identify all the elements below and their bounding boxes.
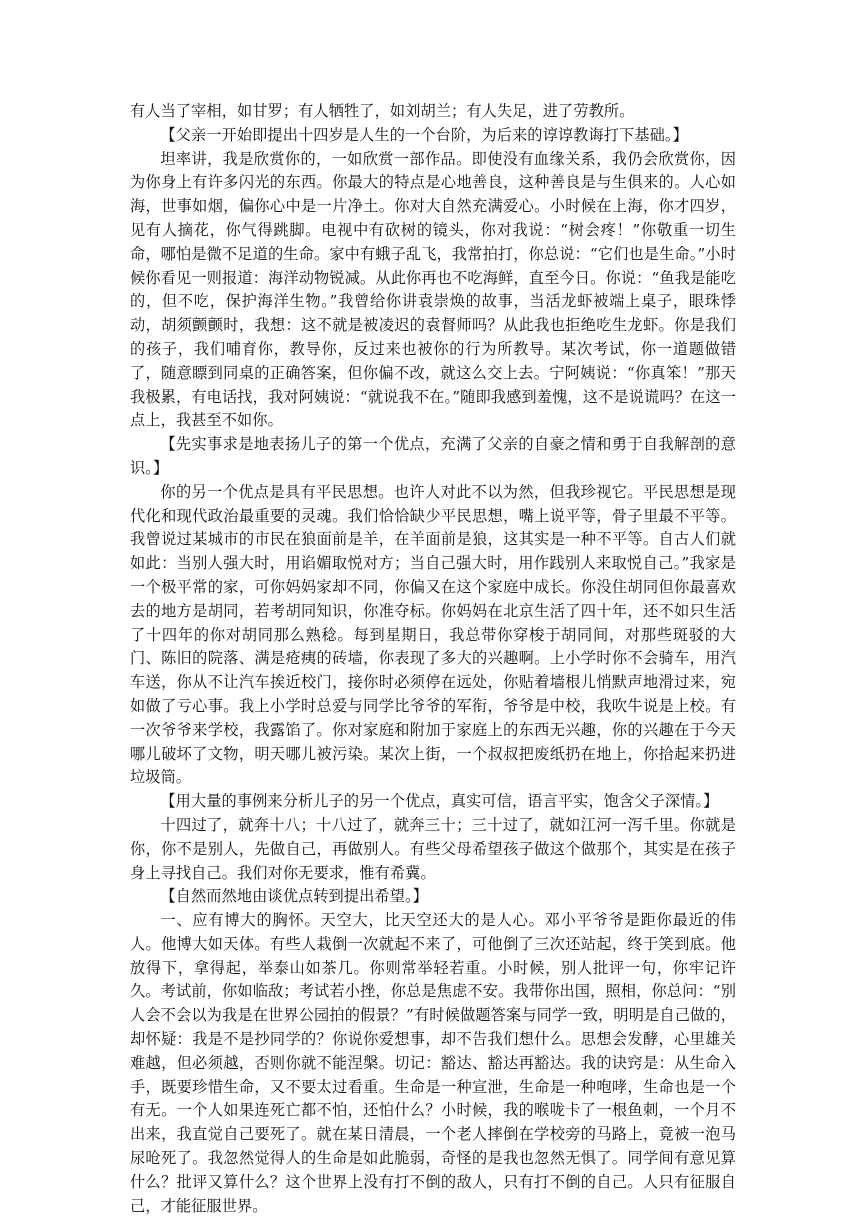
paragraph-5: 一、应有博大的胸怀。天空大，比天空还大的是人心。邓小平爷爷是距你最近的伟人。他博大如天体。有些人栽倒一次就起不来了，可他倒了三次还站起，终于笑到底。他放得下，拿得起，举泰山如茶几。你则常举轻若重。小时候，别人批评一句，你牢记许久。考试前，你如临敌；考试若小挫，你总是焦虑不安。我带你出国，照相，你总问：“别人会不会以为我是在世界公园拍的假景？”有时候做题答案与同学一致，明明是自己做的，却怀疑：我是不是抄同学的？你说你爱想事，却不告我们想什么。思想会发酵，心里雄关难越，但必须越，否则你就不能涅槃。切记：豁达、豁达再豁达。我的诀窍是：从生命入手，既要珍惜生命，又不要太过看重。生命是一种宣泄，生命是一种咆哮，生命也是一个有无。一个人如果连死亡都不怕，还怕什么？小时候，我的喉咙卡了一根鱼刺，一个月不出来，我直觉自己要死了。就在某日清晨，一个老人摔倒在学校旁的马路上，竟被一泡马尿呛死了。我忽然觉得人的生命是如此脆弱，奇怪的是我也忽然无惧了。同学间有意见算什么？批评又算什么？这个世界上没有打不倒的敌人，只有打不倒的自己。人只有征服自己，才能征服世界。 bbox=[130, 911, 736, 1215]
annotation-3: 【用大量的事例来分析儿子的另一个优点，真实可信，语言平实，饱含父子深情。】 bbox=[160, 792, 719, 811]
annotation-4: 【自然而然地由谈优点转到提出希望。】 bbox=[160, 887, 428, 906]
annotation-2: 【先实事求是地表扬儿子的第一个优点，充满了父亲的自豪之情和勇于自我解剖的意识。】 bbox=[130, 435, 736, 477]
paragraph-1: 有人当了宰相，如甘罗；有人牺牲了，如刘胡兰；有人失足，进了劳教所。 bbox=[130, 102, 635, 120]
annotation-1: 【父亲一开始即提出十四岁是人生的一个台阶，为后来的谆谆教诲打下基础。】 bbox=[160, 125, 688, 144]
paragraph-3: 你的另一个优点是具有平民思想。也许人对此不以为然，但我珍视它。平民思想是现代化和现代政治最重要的灵魂。我们恰恰缺少平民思想，嘴上说平等，骨子里最不平等。我曾说过某城市的市民在狼面前是羊，在羊面前是狼，这其实是一种不平等。自古人们就如此：当别人强大时，用谄媚取悦对方；当自己强大时，用作践别人来取悦自己。”我家是一个极平常的家，可你妈妈家却不同，你偏又在这个家庭中成长。你没住胡同但你最喜欢去的地方是胡同，若考胡同知识，你准夺标。你妈妈在北京生活了四十年，还不如只生活了十四年的你对胡同那么熟稔。每到星期日，我总带你穿梭于胡同间，对那些斑驳的大门、陈旧的院落、满是疮痍的砖墙，你表现了多大的兴趣啊。上小学时你不会骑车，用汽车送，你从不让汽车挨近校门，接你时必须停在远处，你贴着墙根儿悄默声地滑过来，宛如做了亏心事。我上小学时总爱与同学比爷爷的军衔，爷爷是中校，我吹牛说是上校。有一次爷爷来学校，我露馅了。你对家庭和附加于家庭上的东西无兴趣，你的兴趣在于今天哪儿破坏了文物，明天哪儿被污染。某次上街，一个叔叔把废纸扔在地上，你拾起来扔进垃圾筒。 bbox=[130, 482, 736, 787]
paragraph-4: 十四过了，就奔十八；十八过了，就奔三十；三十过了，就如江河一泻千里。你就是你，你不是别人，先做自己，再做别人。有些父母希望孩子做这个做那个，其实是在孩子身上寻找自己。我们对你无要求，惟有希冀。 bbox=[130, 815, 736, 882]
document-body bbox=[130, 100, 736, 1218]
paragraph-2: 坦率讲，我是欣赏你的，一如欣赏一部作品。即使没有血缘关系，我仍会欣赏你，因为你身上有许多闪光的东西。你最大的特点是心地善良，这种善良是与生俱来的。人心如海，世事如烟，偏你心中是一片净土。你对大自然充满爱心。小时候在上海，你才四岁，见有人摘花，你气得跳脚。电视中有砍树的镜头，你对我说：“树会疼！”你敬重一切生命，哪怕是微不足道的生命。家中有蛾子乱飞，我常拍打，你总说：“它们也是生命。”小时候你看见一则报道：海洋动物锐减。从此你再也不吃海鲜，直至今日。你说：“鱼我是能吃的，但不吃，保护海洋生物。”我曾给你讲袁崇焕的故事，当活龙虾被端上桌子，眼珠悸动，胡须颤颤时，我想：这不就是被凌迟的袁督师吗？从此我也拒绝吃生龙虾。你是我们的孩子，我们哺育你，教导你，反过来也被你的行为所教导。某次考试，你一道题做错了，随意瞟到同桌的正确答案，但你偏不改，就这么交上去。宁阿姨说：“你真笨！”那天我极累，有电话找，我对阿姨说：“就说我不在。”随即我感到羞愧，这不是说谎吗？在这一点上，我甚至不如你。 bbox=[130, 149, 736, 430]
